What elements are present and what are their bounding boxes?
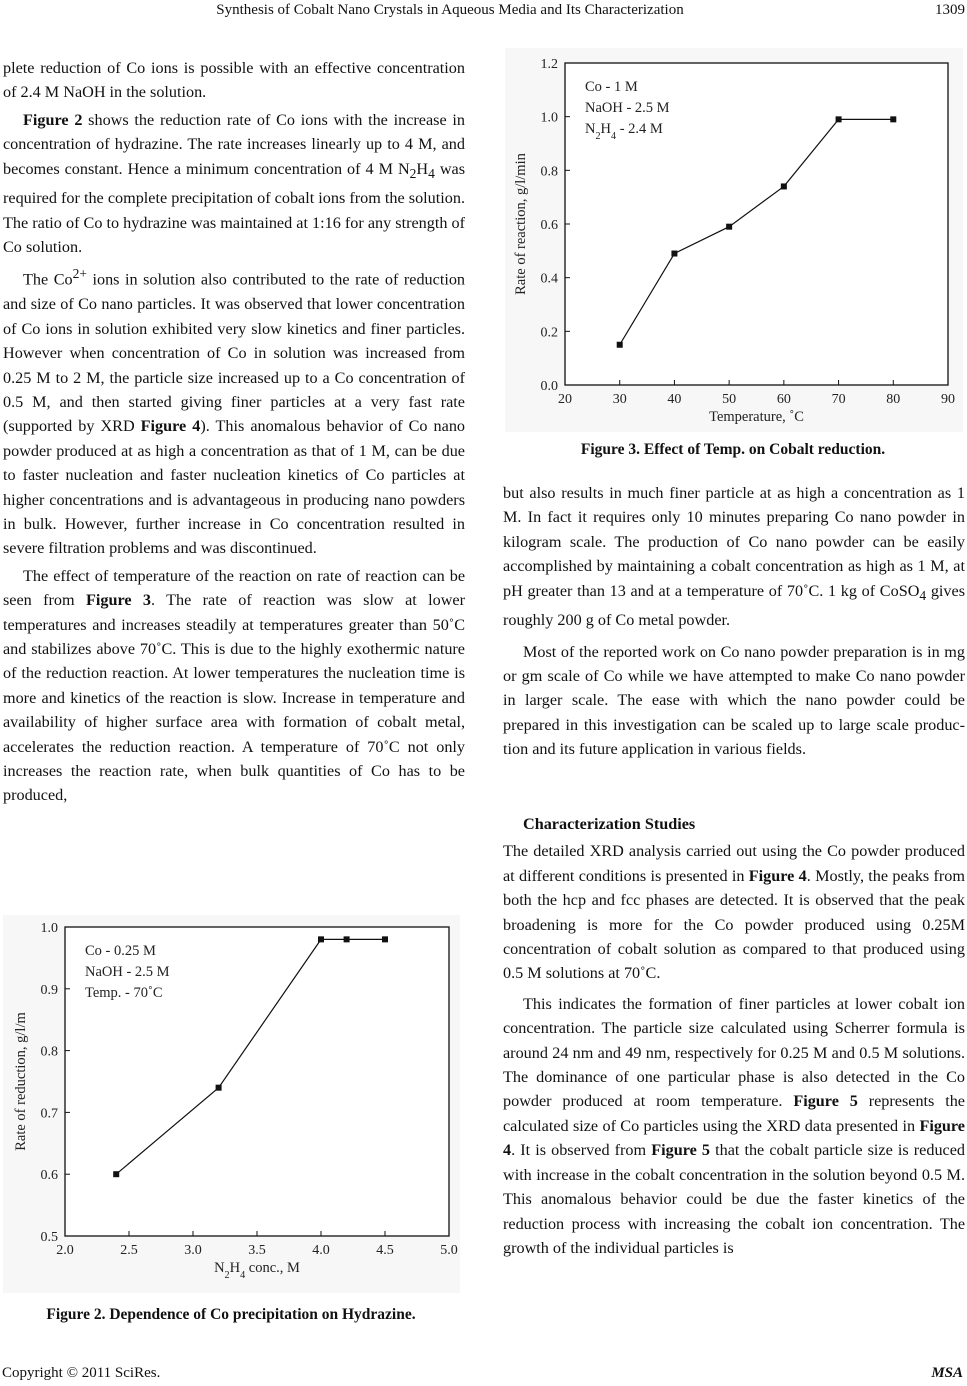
data-point — [382, 936, 388, 942]
figure-2-caption: Figure 2. Dependence of Co precipitation on Hydrazine. — [46, 1306, 416, 1323]
section-heading: Characterization Studies — [523, 815, 696, 833]
copyright-notice: Copyright © 2011 SciRes. — [2, 1365, 161, 1381]
superscript: 2+ — [72, 266, 87, 282]
running-title: Synthesis of Cobalt Nano Crystals in Aqueous Media and Its Characterization — [216, 2, 684, 18]
subscript: 4 — [428, 165, 435, 181]
paragraph — [503, 839, 965, 985]
x-tick-label: 70 — [831, 392, 846, 407]
x-tick-label: 30 — [612, 392, 627, 407]
paragraph-text: represents the calculated size of Co particles using the XRD data presented in — [503, 1092, 965, 1135]
data-point — [318, 936, 324, 942]
data-point — [890, 116, 896, 122]
figure-2 — [3, 915, 460, 1293]
figure-reference[interactable]: Figure 4 — [140, 417, 201, 436]
paragraph-text: Most of the reported work on Co nano powder preparation is in mg or gm scale of Co while we have attempted to make Co nano powder in larger scale. The ease with which the nano powder could be prepared in this investigation can be scaled up to large scale production and its future application in various fields. — [503, 642, 965, 759]
legend-condition: Co - 0.25 M — [85, 943, 156, 959]
paragraph-text: . It is observed from — [511, 1141, 652, 1160]
paragraph — [503, 640, 965, 762]
y-tick-label: 0.8 — [540, 164, 558, 180]
paragraph-text: . Mostly, the peaks from both the hcp and fcc phases are detected. It is observed that the peak broadening is more for the Co powder produced using 0.25M concentration of cobalt solution as compared to that produced using 0.5 M solutions at 70˚C. — [503, 866, 965, 983]
y-tick-label: 1.0 — [540, 110, 558, 126]
paragraph-text: The detailed XRD analysis carried out using the Co powder produced at different conditions is presented in — [503, 842, 965, 885]
data-point — [726, 224, 732, 230]
data-point — [344, 936, 350, 942]
paragraph-text: was required for the complete precipitation of cobalt ions from the solution. The ratio of Co to hydrazine was maintained at 1:16 for any strength of Co solution. — [3, 159, 465, 257]
paragraph-text: but also results in much finer particle at as high a concentration as 1 M. In fact it requires only 10 minutes preparing Co nano powder in kilogram scale. The production of Co nano powder can be easily accomplished by maintaining a cobalt concentration as high as 1 M, at pH greater than 13 and at a temperature of 70˚C. 1 kg of CoSO — [503, 484, 965, 600]
x-tick-label: 2.5 — [120, 1243, 138, 1258]
y-axis-label: Rate of reaction, g/l/min — [513, 153, 529, 295]
data-point — [113, 1171, 119, 1177]
data-point — [836, 116, 842, 122]
left-column — [3, 56, 465, 808]
y-tick-label: 1.2 — [540, 57, 558, 72]
paragraph — [503, 992, 965, 1260]
legend-condition: NaOH - 2.5 M — [585, 100, 670, 116]
right-column-upper — [503, 481, 965, 762]
x-tick-label: 40 — [667, 392, 682, 407]
x-tick-label: 50 — [722, 392, 737, 407]
journal-abbrev: MSA — [931, 1365, 963, 1381]
paragraph-text: This indicates the formation of finer particles at lower cobalt ion concentration. The particle size calculated using Scherrer formula is around 24 nm and 49 nm, respectively for 0.25 M and 0.5 M solutions. The dominance of one particular phase is also detected in the Co powder produced at room temperature. — [503, 994, 965, 1111]
x-axis-label: $N_2H_4$ conc., M — [214, 1260, 300, 1281]
legend-condition: $N_2H_4 - 2.4$ M — [585, 121, 663, 142]
y-tick-label: 0.4 — [540, 271, 558, 287]
x-tick-label: 5.0 — [440, 1243, 458, 1258]
figure-reference[interactable]: Figure 5 — [651, 1141, 710, 1160]
figure-3-caption: Figure 3. Effect of Temp. on Cobalt reduction. — [580, 441, 886, 458]
y-tick-label: 0.6 — [40, 1168, 58, 1184]
y-tick-label: 1.0 — [40, 921, 58, 936]
y-tick-label: 0.6 — [540, 218, 558, 233]
x-tick-label: 3.5 — [248, 1243, 266, 1258]
figure-reference[interactable]: Figure 3 — [85, 591, 151, 610]
x-tick-label: 3.0 — [184, 1243, 202, 1258]
y-tick-label: 0.8 — [40, 1044, 58, 1060]
paragraph-text: The effect of temperature of the reaction on rate of reaction can be seen from — [3, 566, 465, 610]
y-tick-label: 0.0 — [540, 379, 558, 394]
x-tick-label: 60 — [776, 392, 791, 407]
paragraph — [503, 481, 965, 633]
y-axis-label: Rate of reduction, g/l/m — [13, 1012, 29, 1151]
paragraph — [3, 262, 465, 560]
paragraph-text: The Co — [23, 270, 73, 289]
x-axis-label: Temperature, ˚C — [709, 409, 804, 425]
x-tick-label: 2.0 — [56, 1243, 74, 1258]
y-tick-label: 0.2 — [540, 325, 558, 341]
figure-reference[interactable]: Figure 5 — [793, 1092, 858, 1111]
legend-condition: NaOH - 2.5 M — [85, 964, 170, 980]
x-tick-label: 4.5 — [376, 1243, 394, 1258]
subscript: 2 — [409, 165, 417, 181]
x-tick-label: 20 — [558, 392, 572, 407]
data-point — [216, 1085, 222, 1091]
paragraph-text: gives roughly 200 g of Co metal powder. — [503, 581, 966, 630]
data-point — [781, 183, 787, 189]
right-column-lower — [503, 812, 965, 1260]
paragraph — [3, 56, 465, 105]
page-number: 1309 — [935, 2, 965, 18]
x-tick-label: 80 — [886, 392, 901, 407]
y-tick-label: 0.9 — [40, 982, 58, 998]
paragraph-text: plete reduction of Co ions is possible with an effective concentration of 2.4 M NaOH in the solution. — [3, 59, 465, 102]
paragraph-text: shows the reduction rate of Co ions with the increase in concentration of hydrazine. The rate increases linearly up to 4 M, and becomes constant. Hence a minimum concentration of 4 M N — [3, 110, 465, 178]
x-tick-label: 90 — [941, 392, 955, 407]
paragraph-text: ions in solution also contributed to the rate of reduction and size of Co nano particles. It was observed that lower concentration of Co ions in solution exhibited very slow kinetics and finer particles. However when concentration of Co in solution was increased from 0.25 M to 2 M, the particle size increased up to a Co concentration of 0.5 M, and then started giving finer particles at a very fast rate (supported by XRD — [3, 270, 466, 436]
y-tick-label: 0.5 — [40, 1230, 58, 1245]
running-header — [0, 2, 967, 24]
subscript: 4 — [919, 587, 927, 603]
paragraph — [3, 108, 465, 260]
paragraph-text: . The rate of reaction was slow at lower temperatures and increases steadily at temperatures greater than 50˚C and stabilizes above 70˚C. This is due to the highly exothermic nature of the reduction reaction. At lower temperatures the nucleation time is more and kinetics of the reaction is slow. Increase in temperature and availability of higher surface area with formation of cobalt metal, accelerates the reduction reaction. A temperature of 70˚C not only increases the reaction rate, when bulk quantities of Co has to be produced, — [3, 591, 466, 805]
x-tick-label: 4.0 — [312, 1243, 330, 1258]
paragraph-text: that the cobalt particle size is reduced with increase in the cobalt concentration in the solution beyond 0.5 M. This anomalous behavior could be due the faster kinetics of the reduction process with increasing the cobalt ion concentration. The growth of the individual particles is — [503, 1141, 966, 1257]
data-point — [617, 342, 623, 348]
figure-3 — [505, 48, 963, 432]
figure-reference[interactable]: Figure 4 — [748, 866, 807, 885]
figure-3-plot — [505, 48, 963, 432]
figure-reference[interactable]: Figure 4 — [503, 1116, 965, 1160]
legend-condition: Co - 1 M — [585, 79, 638, 95]
figure-reference[interactable]: Figure 2 — [23, 110, 83, 129]
paragraph-text: ). This anomalous behavior of Co nano powder produced at as high a concentration as that of 1 M, can be due to faster nucleation and faster nucleation kinetics of Co particles at higher concentrations and is advantageous in producing nano powders in bulk. However, further increase in Co concentration resulted in severe filtration problems and was discontinued. — [3, 417, 466, 558]
paragraph — [3, 564, 465, 808]
paragraph-text: H — [416, 159, 429, 178]
data-point — [671, 251, 677, 257]
page-footer — [0, 1365, 967, 1385]
figure-2-plot — [3, 915, 460, 1293]
y-tick-label: 0.7 — [40, 1106, 58, 1122]
legend-condition: Temp. - 70˚C — [85, 985, 163, 1001]
